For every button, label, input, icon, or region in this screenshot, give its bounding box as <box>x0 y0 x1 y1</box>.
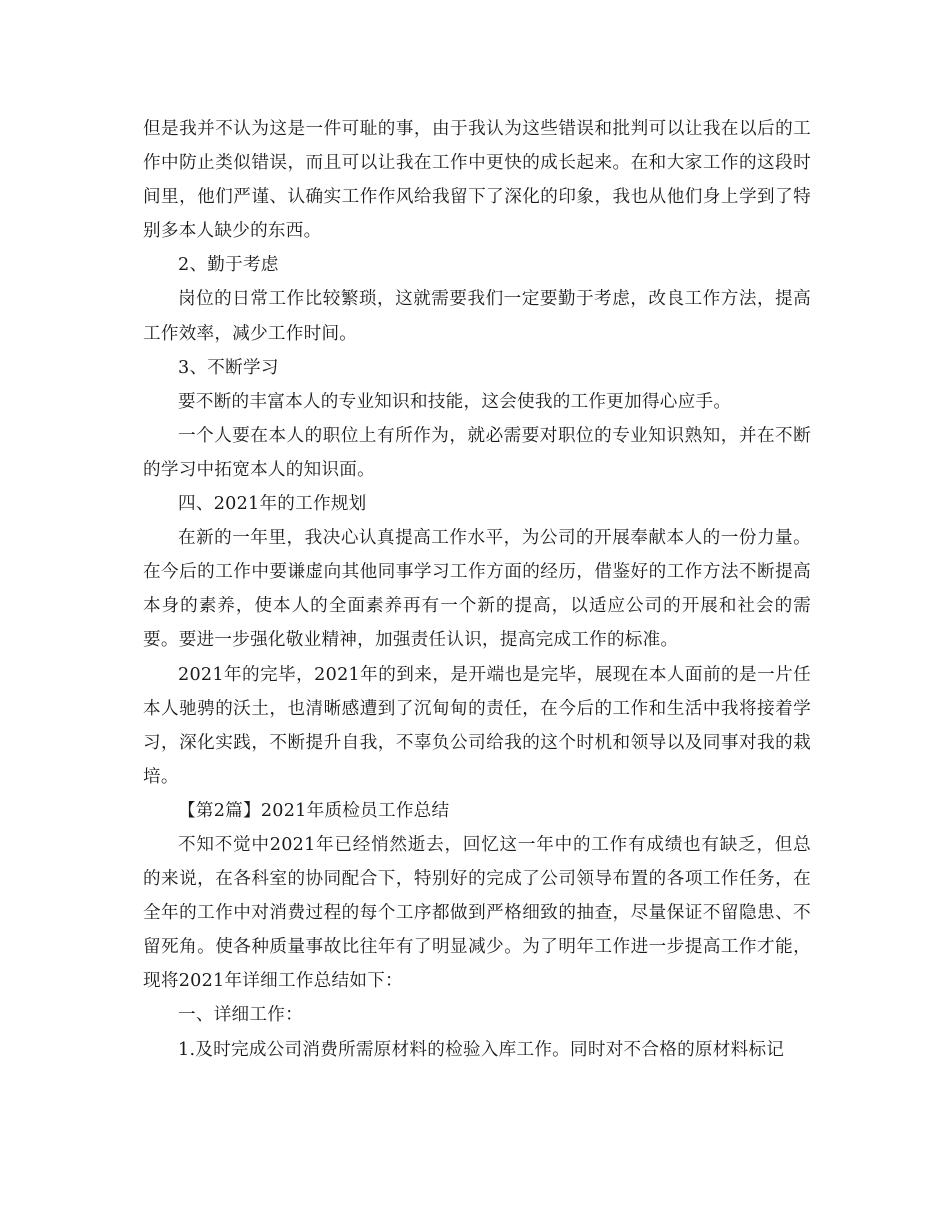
section-heading-diligent-thinking: 2、勤于考虑 <box>178 255 279 276</box>
paragraph: 不知不觉中2021年已经悄然逝去，回忆这一年中的工作有成绩也有缺乏，但总的来说，在各科室的协同配合下，特别好的完成了公司领导布置的各项工作任务，在全年的工作中对消费过程的每个工序都做到严格细致的抽查，尽量保证不留隐患、不留死角。使各种质量事故比往年有了明显减少。为了明年工作进一步提高工作才能，现将2021年详细工作总结如下： <box>143 834 811 992</box>
section-heading-continuous-learning: 3、不断学习 <box>178 357 279 378</box>
paragraph: 要不断的丰富本人的专业知识和技能，这会使我的工作更加得心应手。 <box>178 391 732 412</box>
paragraph: 在新的一年里，我决心认真提高工作水平，为公司的开展奉献本人的一份力量。在今后的工作中要谦虚向其他同事学习工作方面的经历，借鉴好的工作方法不断提高本身的素养，使本人的全面素养再有一个新的提高，以适应公司的开展和社会的需要。要进一步强化敬业精神，加强责任认识，提高完成工作的标准。 <box>143 528 811 651</box>
paragraph: 1.及时完成公司消费所需原材料的检验入库工作。同时对不合格的原材料标记 <box>178 1039 785 1060</box>
section-heading-work-plan: 四、2021年的工作规划 <box>178 494 367 515</box>
section-heading-detailed-work: 一、详细工作： <box>178 1005 303 1026</box>
paragraph: 一个人要在本人的职位上有所作为，就必需要对职位的专业知识熟知，并在不断的学习中拓宽本人的知识面。 <box>143 425 811 480</box>
paragraph: 2021年的完毕，2021年的到来，是开端也是完毕，展现在本人面前的是一片任本人驰骋的沃土，也清晰感遭到了沉甸甸的责任，在今后的工作和生活中我将接着学习，深化实践，不断提升自我，不辜负公司给我的这个时机和领导以及同事对我的栽培。 <box>143 664 811 787</box>
paragraph-continued: 但是我并不认为这是一件可耻的事，由于我认为这些错误和批判可以让我在以后的工作中防止类似错误，而且可以让我在工作中更快的成长起来。在和大家工作的这段时间里，他们严谨、认确实工作作风给我留下了深化的印象，我也从他们身上学到了特别多本人缺少的东西。 <box>143 119 811 242</box>
paragraph: 岗位的日常工作比较繁琐，这就需要我们一定要勤于考虑，改良工作方法，提高工作效率，减少工作时间。 <box>143 289 811 344</box>
article-title: 【第2篇】2021年质检员工作总结 <box>178 800 450 821</box>
document-body <box>143 112 811 1067</box>
